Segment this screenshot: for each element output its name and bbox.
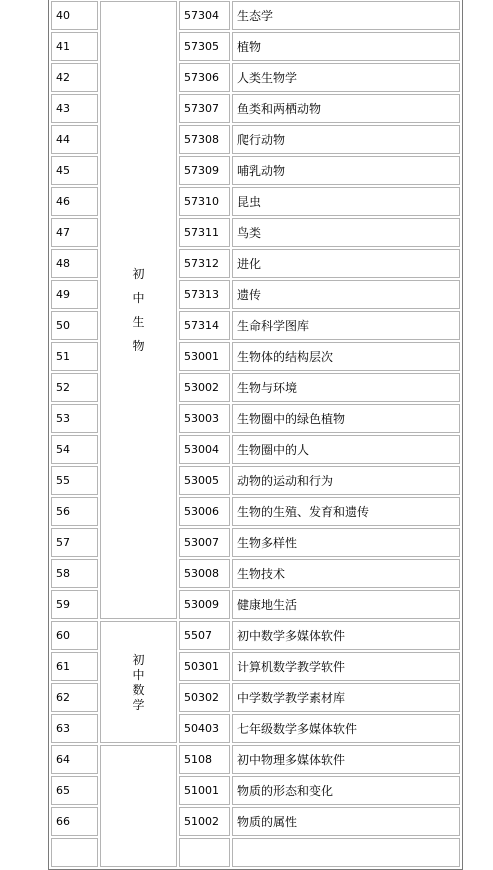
software-name: 植物 (232, 32, 460, 61)
software-code: 57309 (179, 156, 230, 185)
row-number: 58 (51, 559, 98, 588)
software-code: 51001 (179, 776, 230, 805)
subject-char: 数 (132, 682, 145, 697)
software-code: 53004 (179, 435, 230, 464)
software-code: 53005 (179, 466, 230, 495)
software-name: 生物体的结构层次 (232, 342, 460, 371)
subject-char: 初 (132, 267, 145, 281)
software-name: 进化 (232, 249, 460, 278)
software-code (179, 838, 230, 867)
software-code: 51002 (179, 807, 230, 836)
row-number: 51 (51, 342, 98, 371)
subject-cell (100, 1, 177, 619)
software-name: 昆虫 (232, 187, 460, 216)
software-code: 53008 (179, 559, 230, 588)
subject-char: 中 (132, 667, 145, 682)
subject-char: 生 (132, 315, 145, 329)
software-name: 人类生物学 (232, 63, 460, 92)
software-name: 初中数学多媒体软件 (232, 621, 460, 650)
software-name: 生物的生殖、发育和遗传 (232, 497, 460, 526)
row-number: 45 (51, 156, 98, 185)
row-number: 42 (51, 63, 98, 92)
software-name: 鱼类和两栖动物 (232, 94, 460, 123)
subject-char: 初 (132, 652, 145, 667)
row-number: 43 (51, 94, 98, 123)
software-code: 57314 (179, 311, 230, 340)
software-code: 53006 (179, 497, 230, 526)
software-name (232, 838, 460, 867)
row-number: 65 (51, 776, 98, 805)
software-code: 53002 (179, 373, 230, 402)
software-code: 5108 (179, 745, 230, 774)
row-number: 53 (51, 404, 98, 433)
subject-cell (100, 621, 177, 743)
row-number: 61 (51, 652, 98, 681)
row-number: 48 (51, 249, 98, 278)
row-number: 62 (51, 683, 98, 712)
row-number: 44 (51, 125, 98, 154)
software-code: 57313 (179, 280, 230, 309)
software-name: 生物圈中的人 (232, 435, 460, 464)
row-number: 49 (51, 280, 98, 309)
row-number: 59 (51, 590, 98, 619)
row-number: 66 (51, 807, 98, 836)
subject-char: 学 (132, 697, 145, 712)
table-row (51, 1, 460, 30)
table-row (51, 621, 460, 650)
row-number: 54 (51, 435, 98, 464)
software-name: 健康地生活 (232, 590, 460, 619)
software-code: 57312 (179, 249, 230, 278)
row-number: 41 (51, 32, 98, 61)
row-number: 60 (51, 621, 98, 650)
row-number: 47 (51, 218, 98, 247)
software-code: 53009 (179, 590, 230, 619)
software-code: 53003 (179, 404, 230, 433)
software-name: 动物的运动和行为 (232, 466, 460, 495)
software-catalog-table (48, 0, 463, 870)
software-code: 57306 (179, 63, 230, 92)
software-name: 生物技术 (232, 559, 460, 588)
software-code: 50403 (179, 714, 230, 743)
row-number: 40 (51, 1, 98, 30)
subject-char: 物 (132, 339, 145, 353)
software-code: 57310 (179, 187, 230, 216)
software-code: 57305 (179, 32, 230, 61)
software-name: 生物多样性 (232, 528, 460, 557)
software-code: 53001 (179, 342, 230, 371)
software-name: 物质的形态和变化 (232, 776, 460, 805)
row-number: 56 (51, 497, 98, 526)
software-code: 53007 (179, 528, 230, 557)
software-code: 57304 (179, 1, 230, 30)
row-number: 46 (51, 187, 98, 216)
software-code: 57308 (179, 125, 230, 154)
software-name: 哺乳动物 (232, 156, 460, 185)
row-number: 64 (51, 745, 98, 774)
software-name: 物质的属性 (232, 807, 460, 836)
software-name: 生命科学图库 (232, 311, 460, 340)
subject-cell (100, 745, 177, 867)
software-name: 生物与环境 (232, 373, 460, 402)
software-name: 生物圈中的绿色植物 (232, 404, 460, 433)
software-code: 50302 (179, 683, 230, 712)
table-body (51, 1, 460, 867)
software-name: 鸟类 (232, 218, 460, 247)
software-code: 5507 (179, 621, 230, 650)
software-name: 七年级数学多媒体软件 (232, 714, 460, 743)
row-number: 63 (51, 714, 98, 743)
software-code: 50301 (179, 652, 230, 681)
table-row (51, 745, 460, 774)
software-code: 57307 (179, 94, 230, 123)
software-name: 生态学 (232, 1, 460, 30)
row-number: 57 (51, 528, 98, 557)
row-number (51, 838, 98, 867)
row-number: 50 (51, 311, 98, 340)
software-code: 57311 (179, 218, 230, 247)
software-name: 计算机数学教学软件 (232, 652, 460, 681)
row-number: 52 (51, 373, 98, 402)
software-name: 中学数学教学素材库 (232, 683, 460, 712)
row-number: 55 (51, 466, 98, 495)
subject-char: 中 (132, 291, 145, 305)
software-name: 遗传 (232, 280, 460, 309)
software-name: 初中物理多媒体软件 (232, 745, 460, 774)
software-name: 爬行动物 (232, 125, 460, 154)
